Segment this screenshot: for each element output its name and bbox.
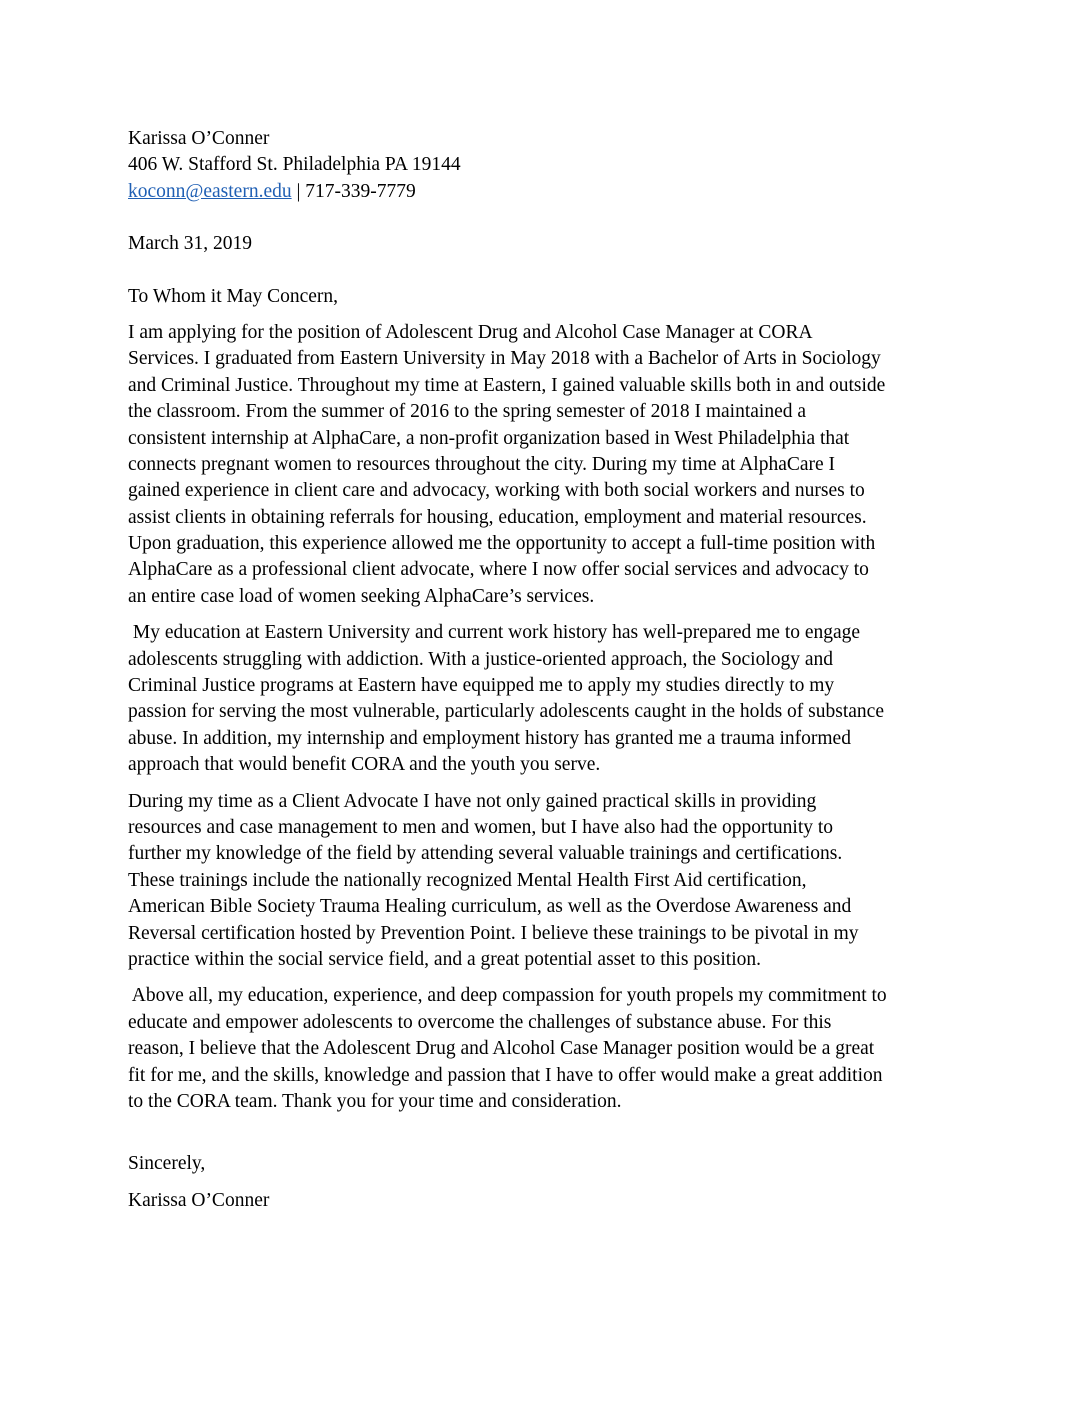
signature: [128, 1188, 978, 1214]
contact-separator: |: [291, 180, 306, 202]
paragraph-4: [128, 983, 978, 1115]
paragraph-line: fit for me, and the skills, knowledge and passion that I have to offer would make a great addition: [128, 1064, 883, 1086]
salutation: [128, 284, 978, 310]
paragraph-line: I am applying for the position of Adolescent Drug and Alcohol Case Manager at CORA: [128, 321, 813, 343]
sender-address: 406 W. Stafford St. Philadelphia PA 19144: [128, 154, 461, 176]
salutation-text: To Whom it May Concern,: [128, 285, 339, 307]
sender-phone: 717-339-7779: [305, 180, 416, 202]
paragraph-line: to the CORA team. Thank you for your time and consideration.: [128, 1090, 622, 1112]
paragraph-line: educate and empower adolescents to overcome the challenges of substance abuse. For this: [128, 1011, 832, 1033]
signature-name: Karissa O’Conner: [128, 1189, 270, 1211]
sender-header: [128, 126, 978, 205]
paragraph-line: and Criminal Justice. Throughout my time at Eastern, I gained valuable skills both in and outside: [128, 374, 886, 396]
sender-name: Karissa O’Conner: [128, 128, 270, 149]
paragraph-line: My education at Eastern University and current work history has well-prepared me to engage: [128, 622, 861, 644]
paragraph-line: Above all, my education, experience, and deep compassion for youth propels my commitment to: [128, 985, 887, 1007]
paragraph-line: Reversal certification hosted by Prevention Point. I believe these trainings to be pivotal in my: [128, 922, 859, 944]
paragraph-line: passion for serving the most vulnerable, particularly adolescents caught in the holds of substance: [128, 701, 884, 723]
paragraph-1: [128, 320, 978, 610]
paragraph-line: Upon graduation, this experience allowed me the opportunity to accept a full-time position with: [128, 533, 876, 555]
paragraph-line: assist clients in obtaining referrals for housing, education, employment and material resources.: [128, 506, 867, 528]
paragraph-line: connects pregnant women to resources throughout the city. During my time at AlphaCare I: [128, 453, 836, 475]
paragraph-2: [128, 620, 978, 778]
paragraph-line: an entire case load of women seeking AlphaCare’s services.: [128, 585, 595, 607]
cover-letter-page: [128, 126, 978, 1214]
paragraph-line: Services. I graduated from Eastern University in May 2018 with a Bachelor of Arts in Sociology: [128, 348, 881, 370]
letter-date: [128, 231, 978, 257]
paragraph-line: resources and case management to men and women, but I have also had the opportunity to: [128, 816, 834, 838]
paragraph-line: further my knowledge of the field by attending several valuable trainings and certifications.: [128, 843, 843, 865]
closing-text: Sincerely,: [128, 1153, 206, 1175]
paragraph-line: approach that would benefit CORA and the youth you serve.: [128, 754, 601, 776]
paragraph-line: practice within the social service field, and a great potential asset to this position.: [128, 948, 762, 970]
paragraph-line: American Bible Society Trauma Healing curriculum, as well as the Overdose Awareness and: [128, 896, 852, 918]
date-text: March 31, 2019: [128, 233, 253, 255]
email-link[interactable]: koconn@eastern.edu: [128, 180, 292, 202]
paragraph-line: reason, I believe that the Adolescent Drug and Alcohol Case Manager position would be a great: [128, 1038, 875, 1060]
paragraph-line: During my time as a Client Advocate I have not only gained practical skills in providing: [128, 790, 817, 812]
paragraph-3: [128, 789, 978, 974]
paragraph-line: the classroom. From the summer of 2016 to the spring semester of 2018 I maintained a: [128, 401, 807, 423]
paragraph-line: AlphaCare as a professional client advocate, where I now offer social services and advocacy to: [128, 559, 869, 581]
paragraph-line: abuse. In addition, my internship and employment history has granted me a trauma informed: [128, 727, 851, 749]
paragraph-line: These trainings include the nationally recognized Mental Health First Aid certification,: [128, 869, 807, 891]
closing: [128, 1151, 978, 1177]
paragraph-line: consistent internship at AlphaCare, a non-profit organization based in West Philadelphia that: [128, 427, 850, 449]
paragraph-line: Criminal Justice programs at Eastern have equipped me to apply my studies directly to my: [128, 675, 835, 697]
paragraph-line: gained experience in client care and advocacy, working with both social workers and nurses to: [128, 480, 865, 502]
paragraph-line: adolescents struggling with addiction. With a justice-oriented approach, the Sociology and: [128, 648, 834, 670]
sender-contact-line: [128, 179, 978, 205]
